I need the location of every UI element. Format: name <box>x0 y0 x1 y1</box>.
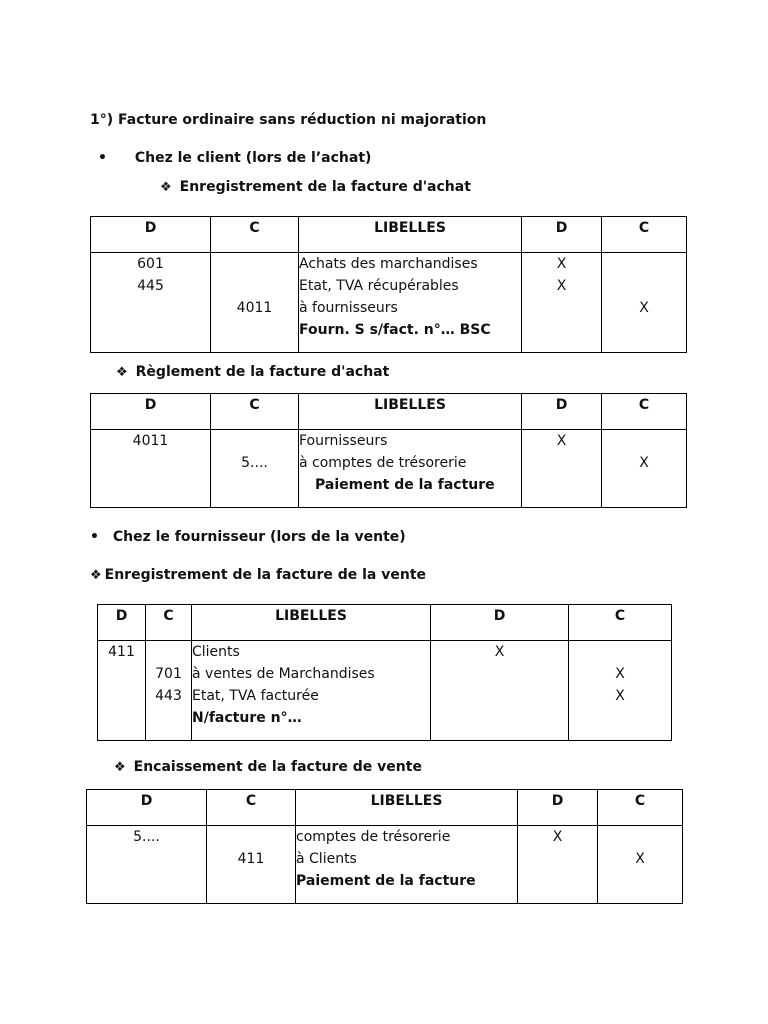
diamond-icon: ❖ <box>116 365 128 380</box>
table-body-row <box>98 641 672 741</box>
libelle-line: à ventes de Marchandises <box>192 666 375 682</box>
account-number <box>91 474 210 496</box>
account-number <box>146 641 191 663</box>
journal-table-sales-collection <box>86 789 683 904</box>
header-credit-amount: C <box>602 394 687 430</box>
account-number <box>87 870 206 892</box>
amount-mark <box>602 319 686 341</box>
amount-mark: X <box>615 666 625 682</box>
account-number: 411 <box>237 851 265 867</box>
header-credit-account: C <box>146 605 192 641</box>
account-number <box>207 870 295 892</box>
account-number: 601 <box>137 256 164 272</box>
account-number <box>211 430 298 452</box>
libelles-cell <box>192 641 431 741</box>
section-client <box>98 150 371 166</box>
table-header-row <box>98 605 672 641</box>
libelle-line: à Clients <box>296 851 357 867</box>
sub3-title: Enregistrement de la facture de la vente <box>104 567 427 583</box>
libelle-line: à comptes de trésorerie <box>299 455 467 471</box>
amount-mark: X <box>552 829 563 845</box>
account-number <box>211 474 298 496</box>
account-number <box>211 319 298 341</box>
amount-mark <box>522 319 601 341</box>
journal-table-purchase-payment <box>90 393 687 508</box>
account-number <box>98 663 145 685</box>
account-number: 445 <box>137 278 164 294</box>
bullet-icon: • <box>90 529 99 545</box>
header-debit-account: D <box>91 394 211 430</box>
amount-mark <box>569 707 671 729</box>
amount-mark: X <box>556 433 567 449</box>
sub4-heading <box>114 759 422 775</box>
credit-amount-cell <box>598 826 683 904</box>
libelle-line: Achats des marchandises <box>299 256 478 272</box>
header-credit-amount: C <box>598 790 683 826</box>
amount-mark <box>522 297 601 319</box>
libelle-line: comptes de trésorerie <box>296 829 451 845</box>
amount-mark: X <box>635 851 645 867</box>
amount-mark: X <box>556 278 567 294</box>
journal-table-purchase-entry <box>90 216 687 353</box>
table-header-row <box>91 394 687 430</box>
journal-table-sales-entry <box>97 604 672 741</box>
header-libelles: LIBELLES <box>299 394 522 430</box>
amount-mark <box>431 707 568 729</box>
debit-account-cell <box>87 826 207 904</box>
libelle-line: N/facture n°… <box>192 710 302 726</box>
credit-account-cell <box>211 253 299 353</box>
table-header-row <box>91 217 687 253</box>
table-header-row <box>87 790 683 826</box>
sub2-title: Règlement de la facture d'achat <box>135 364 390 380</box>
account-number: 701 <box>155 666 182 682</box>
account-number: 443 <box>155 688 182 704</box>
amount-mark <box>569 641 671 663</box>
libelles-cell <box>299 430 522 508</box>
table-body-row <box>91 253 687 353</box>
amount-mark: X <box>639 300 649 316</box>
amount-mark <box>522 452 601 474</box>
libelle-line: Paiement de la facture <box>296 873 476 889</box>
account-number: 411 <box>108 644 135 660</box>
header-libelles: LIBELLES <box>299 217 522 253</box>
amount-mark: X <box>494 644 505 660</box>
account-number <box>211 275 298 297</box>
account-number <box>91 297 210 319</box>
header-credit-account: C <box>211 217 299 253</box>
account-number: 5.... <box>241 455 268 471</box>
amount-mark <box>598 870 682 892</box>
credit-amount-cell <box>602 253 687 353</box>
amount-mark <box>431 685 568 707</box>
amount-mark <box>602 275 686 297</box>
header-debit-amount: D <box>522 217 602 253</box>
header-libelles: LIBELLES <box>296 790 518 826</box>
header-credit-account: C <box>211 394 299 430</box>
libelle-line: Etat, TVA facturée <box>192 688 319 704</box>
credit-account-cell <box>207 826 296 904</box>
debit-account-cell <box>91 253 211 353</box>
account-number <box>211 253 298 275</box>
amount-mark: X <box>639 455 649 471</box>
debit-account-cell <box>98 641 146 741</box>
amount-mark <box>602 430 686 452</box>
table-body-row <box>87 826 683 904</box>
header-debit-account: D <box>98 605 146 641</box>
libelle-line: Fourn. S s/fact. n°… BSC <box>299 322 491 338</box>
libelles-cell <box>296 826 518 904</box>
account-number <box>98 707 145 729</box>
debit-amount-cell <box>522 430 602 508</box>
account-number: 4011 <box>236 300 273 316</box>
libelle-line: Etat, TVA récupérables <box>299 278 459 294</box>
page-heading: 1°) Facture ordinaire sans réduction ni majoration <box>90 112 487 128</box>
sub2-heading <box>116 364 389 380</box>
header-libelles: LIBELLES <box>192 605 431 641</box>
bullet-icon: • <box>98 150 107 166</box>
debit-amount-cell <box>431 641 569 741</box>
diamond-icon: ❖ <box>90 568 102 583</box>
amount-mark <box>518 870 597 892</box>
debit-amount-cell <box>518 826 598 904</box>
amount-mark <box>602 253 686 275</box>
libelle-line: Fournisseurs <box>299 433 388 449</box>
credit-account-cell <box>211 430 299 508</box>
header-debit-account: D <box>91 217 211 253</box>
libelles-cell <box>299 253 522 353</box>
account-number: 4011 <box>132 433 169 449</box>
debit-amount-cell <box>522 253 602 353</box>
sub1-heading <box>160 179 471 195</box>
amount-mark <box>518 848 597 870</box>
amount-mark: X <box>556 256 567 272</box>
credit-account-cell <box>146 641 192 741</box>
account-number <box>87 848 206 870</box>
amount-mark <box>598 826 682 848</box>
section-client-title: Chez le client (lors de l’achat) <box>134 150 372 166</box>
header-debit-account: D <box>87 790 207 826</box>
amount-mark <box>431 663 568 685</box>
account-number: 5.... <box>133 829 160 845</box>
header-debit-amount: D <box>522 394 602 430</box>
header-credit-amount: C <box>602 217 687 253</box>
debit-account-cell <box>91 430 211 508</box>
diamond-icon: ❖ <box>160 180 172 195</box>
credit-amount-cell <box>569 641 672 741</box>
account-number <box>146 707 191 729</box>
section-fournisseur <box>90 529 406 545</box>
amount-mark <box>602 474 686 496</box>
sub4-title: Encaissement de la facture de vente <box>133 759 422 775</box>
table-body-row <box>91 430 687 508</box>
libelle-line: Paiement de la facture <box>315 477 495 493</box>
diamond-icon: ❖ <box>114 760 126 775</box>
account-number <box>91 452 210 474</box>
sub1-title: Enregistrement de la facture d'achat <box>179 179 471 195</box>
libelle-line: à fournisseurs <box>299 300 398 316</box>
header-debit-amount: D <box>431 605 569 641</box>
amount-mark <box>522 474 601 496</box>
credit-amount-cell <box>602 430 687 508</box>
libelle-line: Clients <box>192 644 240 660</box>
account-number <box>91 319 210 341</box>
header-credit-amount: C <box>569 605 672 641</box>
amount-mark: X <box>615 688 625 704</box>
header-credit-account: C <box>207 790 296 826</box>
account-number <box>207 826 295 848</box>
header-debit-amount: D <box>518 790 598 826</box>
account-number <box>98 685 145 707</box>
sub3-heading <box>90 567 426 583</box>
section-fournisseur-title: Chez le fournisseur (lors de la vente) <box>112 529 406 545</box>
